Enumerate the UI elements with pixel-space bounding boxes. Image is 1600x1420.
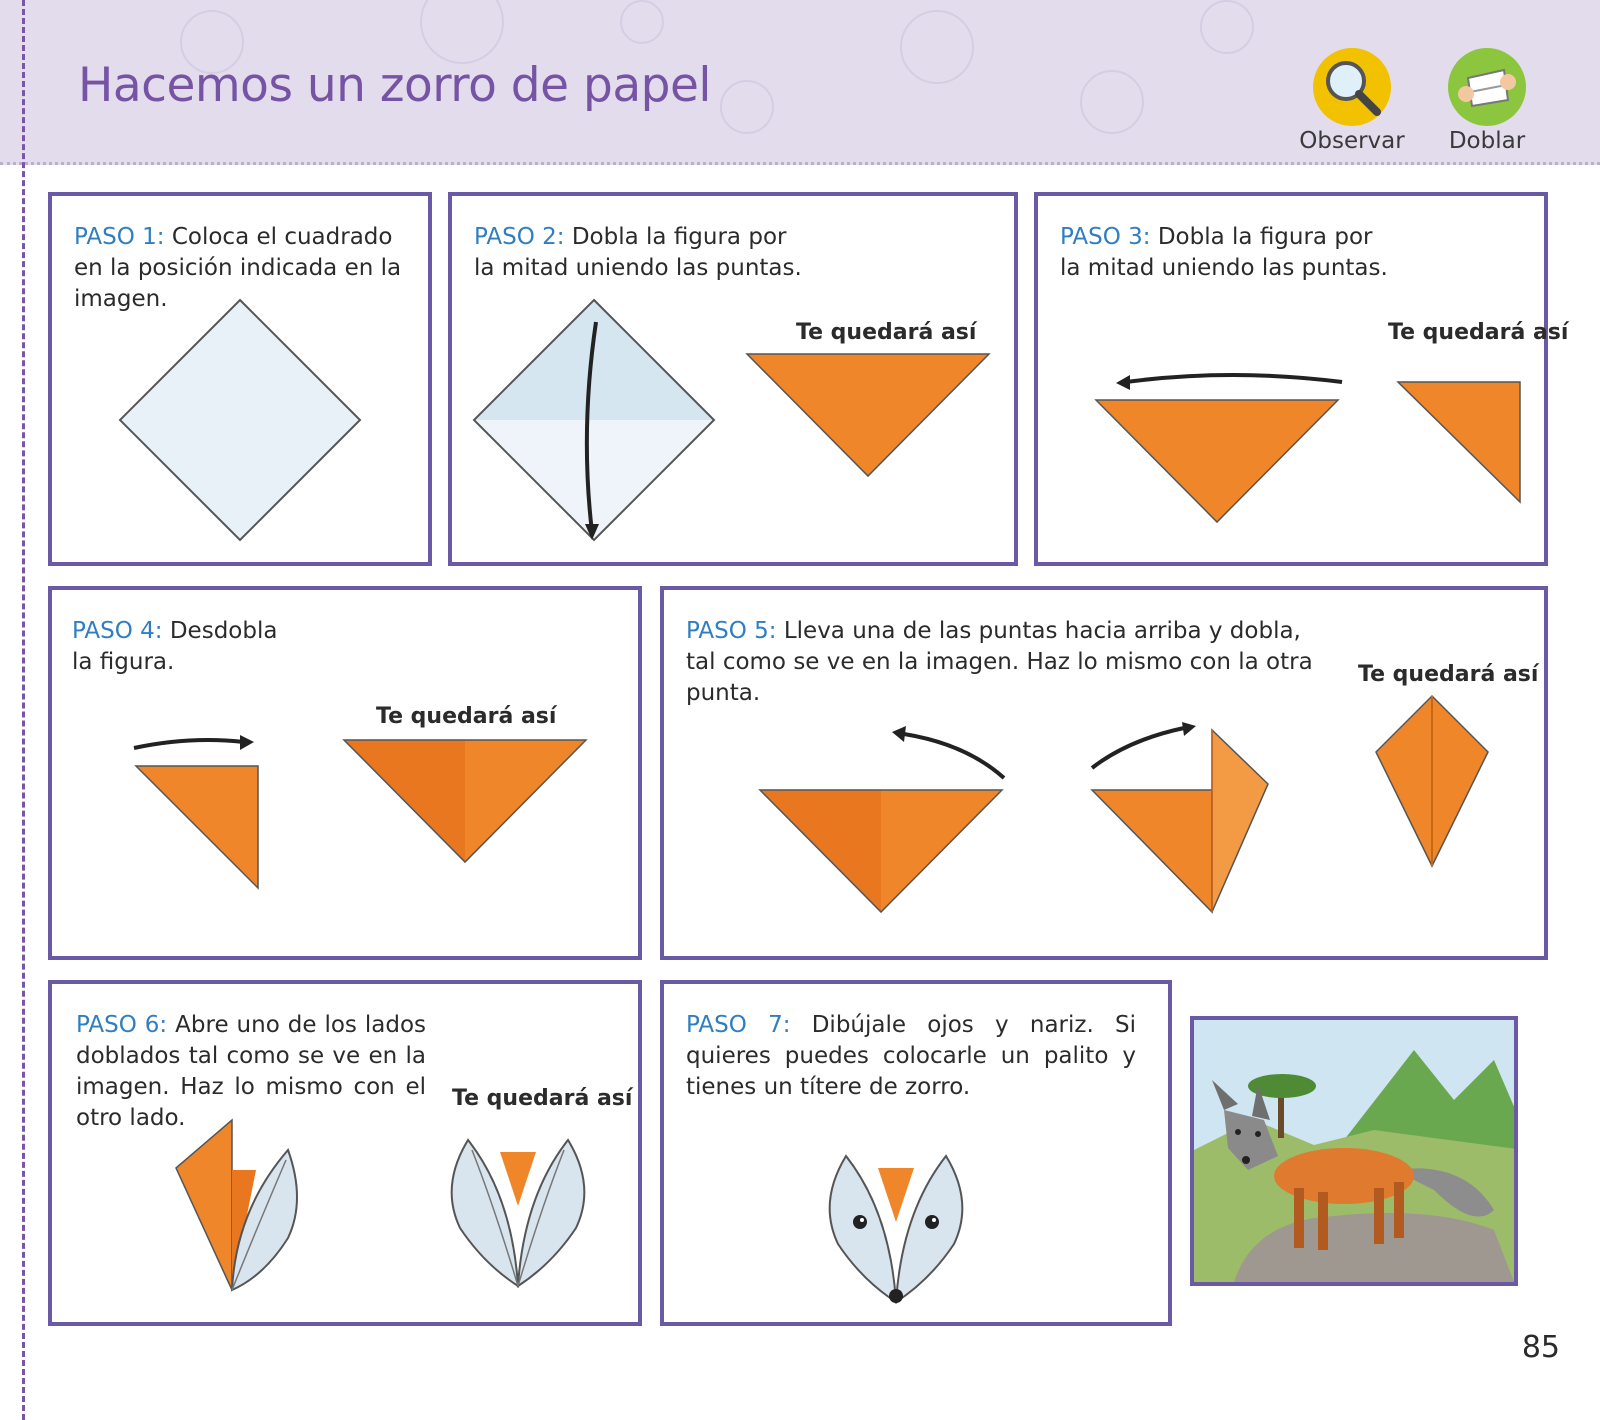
folding-paper-icon [1448,48,1526,126]
step-5-label: PASO 5: [686,618,777,644]
step-1-panel [48,192,432,566]
step-6-text [76,1010,426,1134]
step-2-label: PASO 2: [474,224,565,250]
step-4-panel [48,586,642,960]
doodle-circle [1200,0,1254,54]
step-3-result-label: Te quedará así [1388,320,1569,345]
doodle-circle [620,0,664,44]
half-triangle-result [1398,382,1528,512]
step-4-text [72,616,302,678]
step-5-result-label: Te quedará así [1358,662,1539,687]
one-side-folded-diagram [1092,730,1292,920]
doodle-circle [720,80,774,134]
doodle-circle [420,0,504,64]
step-4-label: PASO 4: [72,618,163,644]
doodle-circle [1080,70,1144,134]
half-opened-fox-diagram [176,1120,316,1300]
step-4-result-label: Te quedará así [376,704,557,729]
doblar-label: Doblar [1448,128,1526,154]
observar-label: Observar [1299,128,1405,154]
fox-nose [889,1289,903,1303]
step-5-instruction: Lleva una de las puntas hacia arriba y dobla, tal como se ve en la imagen. Haz lo mismo con la otra punta. [686,618,1313,706]
step-1-instruction: Coloca el cuadrado en la posición indicada en la imagen. [74,224,402,312]
step-7-instruction: Dibújale ojos y nariz. Si quieres puedes colocarle un palito y tienes un títere de zorro. [686,1012,1137,1100]
step-5-panel [660,586,1548,960]
step-2-result-label: Te quedará así [796,320,977,345]
page-title: Hacemos un zorro de papel [78,58,711,113]
step-7-panel [660,980,1172,1326]
observar-badge [1282,48,1422,154]
opened-fox-face-result [446,1136,596,1306]
orange-triangle-diagram [1096,400,1346,530]
step-5-text [686,616,1326,709]
kite-shape-result [1376,696,1496,876]
step-7-text [686,1010,1136,1103]
step-2-panel [448,192,1018,566]
step-3-label: PASO 3: [1060,224,1151,250]
fox-illustration [1190,1016,1518,1286]
step-6-result-label: Te quedará así [452,1086,633,1111]
step-3-panel [1034,192,1569,566]
step-6-instruction: Abre uno de los lados doblados tal como se ve en la imagen. Haz lo mismo con el otro lado. [76,1012,426,1131]
doodle-circle [900,10,974,84]
arrow-curve-up-left-icon [886,722,1026,792]
fold-square-diagram [474,300,724,550]
fox-eye-right [925,1215,939,1229]
triangle-with-crease-diagram [760,790,1010,920]
fox-scene-image [1194,1020,1514,1282]
fox-eye-left [853,1215,867,1229]
step-6-label: PASO 6: [76,1012,168,1038]
margin-dashed-line [22,0,25,1420]
arrow-right-icon [130,730,270,760]
step-2-text [474,222,804,284]
step-4-instruction: Desdobla la figura. [72,618,278,675]
magnifier-icon [1313,48,1391,126]
step-2-instruction: Dobla la figura por la mitad uniendo las puntas. [474,224,802,281]
step-3-instruction: Dobla la figura por la mitad uniendo las puntas. [1060,224,1388,281]
doblar-badge [1417,48,1557,154]
step-7-label: PASO 7: [686,1012,791,1038]
unfolded-triangle-result [344,740,594,870]
step-6-panel [48,980,642,1326]
fox-face-with-eyes-diagram [824,1152,974,1312]
orange-triangle-result [747,354,997,484]
page-number: 85 [1521,1330,1560,1365]
step-1-label: PASO 1: [74,224,165,250]
half-triangle-diagram [136,766,266,896]
arrow-left-icon [1112,364,1362,404]
square-paper-diagram [120,300,370,550]
step-3-text [1060,222,1390,284]
